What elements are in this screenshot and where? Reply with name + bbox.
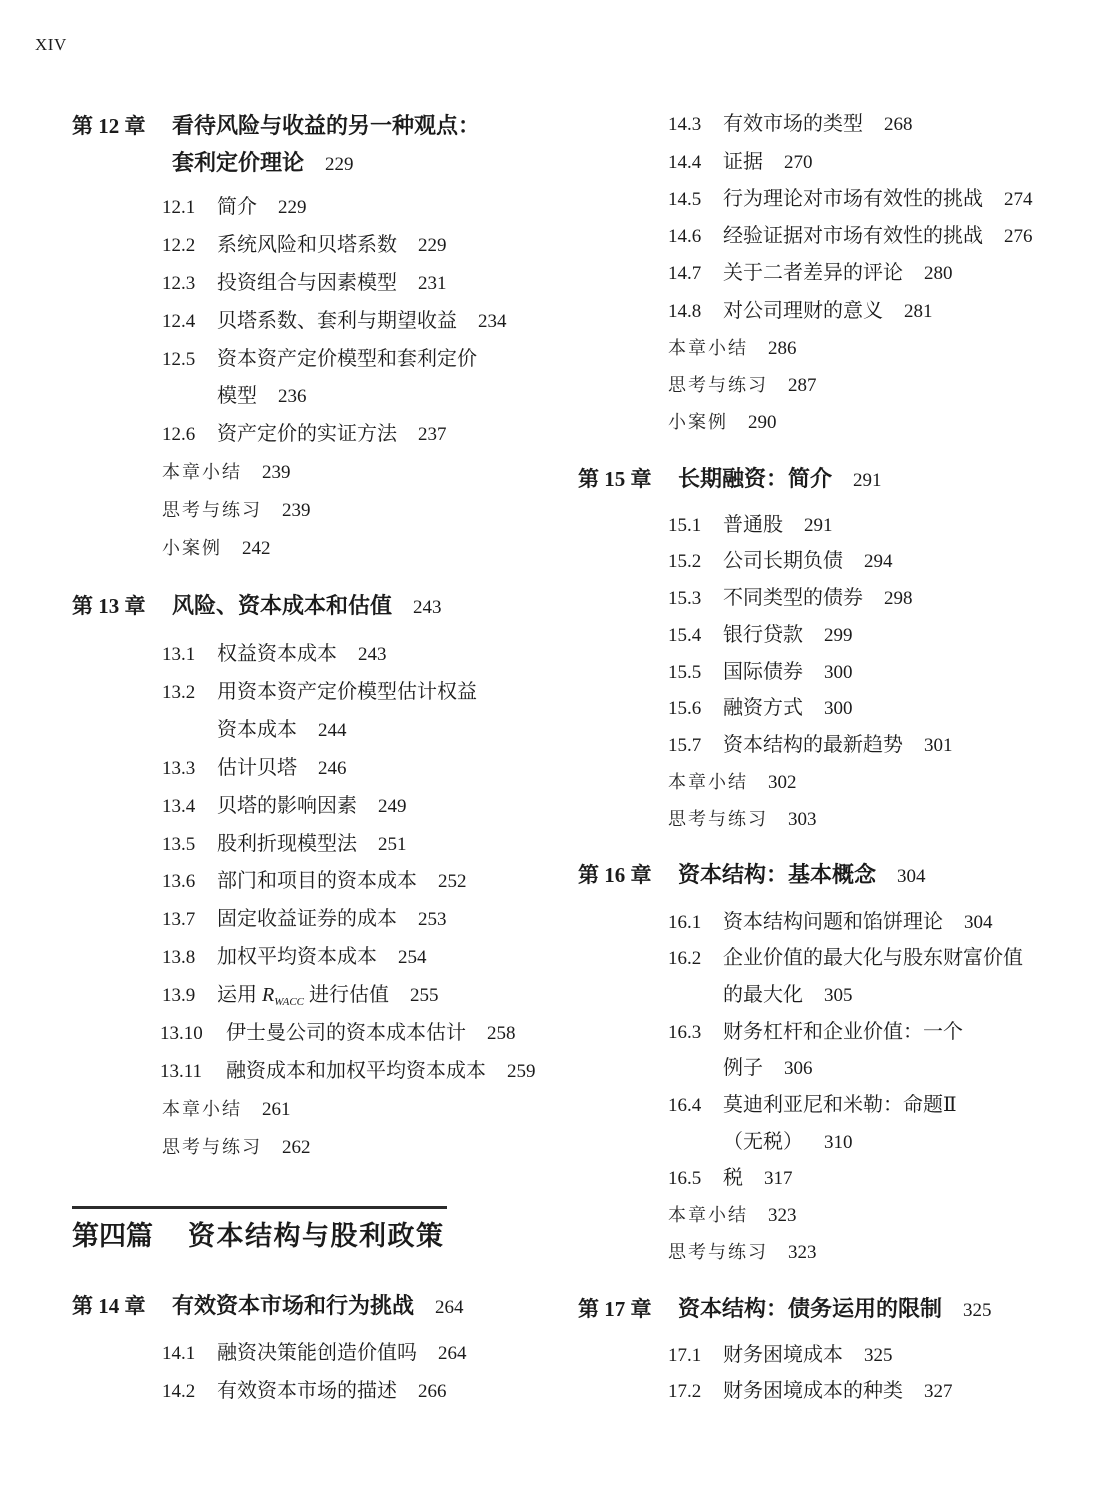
section-number: 16.5 <box>668 1168 702 1190</box>
toc-back-matter-entry <box>668 330 1033 367</box>
section-title: 股利折现模型法 <box>217 832 357 855</box>
section-title: 有效市场的类型 <box>723 113 863 136</box>
toc-section-list <box>162 189 507 568</box>
toc-section-entry <box>668 543 953 580</box>
section-title-continued: 例子 <box>723 1057 763 1080</box>
chapter-page-number: 229 <box>325 153 354 175</box>
page-number: 253 <box>418 909 447 931</box>
page-number: 304 <box>964 911 993 933</box>
section-title-continued: 模型 <box>217 385 257 408</box>
section-title-continued: 资本成本 <box>217 718 297 741</box>
page-number: 244 <box>318 719 347 741</box>
math-variable: R <box>262 984 275 1007</box>
chapter-title-continued: 套利定价理论 <box>172 149 305 175</box>
toc-section-entry <box>668 727 953 764</box>
section-number: 15.4 <box>668 624 702 646</box>
page-number: 310 <box>824 1131 853 1153</box>
toc-section-entry <box>668 1087 1023 1124</box>
chapter-label: 第 17 章 <box>578 1296 652 1321</box>
toc-chapter-heading <box>578 1290 992 1327</box>
section-title: 行为理论对市场有效性的挑战 <box>723 187 983 210</box>
toc-section-entry <box>162 1053 536 1091</box>
toc-section-entry <box>668 1014 1023 1051</box>
section-title: 税 <box>723 1167 743 1190</box>
toc-chapter-heading <box>72 1287 464 1324</box>
section-number: 13.3 <box>162 757 196 779</box>
section-title: 融资决策能创造价值吗 <box>217 1342 417 1364</box>
section-number: 13.4 <box>162 795 196 817</box>
chapter-page-number: 291 <box>853 469 882 491</box>
section-title <box>217 984 390 1009</box>
chapter-heading-line <box>72 587 442 624</box>
page-number: 317 <box>764 1168 793 1190</box>
section-title: 普通股 <box>723 513 783 536</box>
section-number: 12.6 <box>162 424 196 446</box>
page-number: 299 <box>824 624 853 646</box>
toc-section-entry <box>668 106 1033 143</box>
toc-section-entry <box>668 181 1033 218</box>
toc-section-entry <box>162 1015 536 1053</box>
back-matter-label: 思考与练习 <box>668 808 768 829</box>
page-number: 239 <box>262 462 291 484</box>
section-title: 经验证据对市场有效性的挑战 <box>723 225 983 248</box>
toc-back-matter-entry <box>668 1197 1023 1234</box>
toc-section-list <box>162 636 536 1167</box>
toc-section-entry <box>668 690 953 727</box>
section-number: 13.5 <box>162 833 196 855</box>
page-number: 290 <box>748 412 777 434</box>
chapter-label: 第 15 章 <box>578 466 652 491</box>
page-number: 261 <box>262 1098 291 1120</box>
toc-back-matter-entry <box>162 492 507 530</box>
back-matter-label: 小案例 <box>162 538 222 559</box>
toc-section-entry-continued <box>668 1124 1023 1161</box>
toc-section-entry <box>668 218 1033 255</box>
section-number: 13.8 <box>162 947 196 969</box>
section-title: 加权平均资本成本 <box>217 946 377 969</box>
page-number: 291 <box>804 514 833 536</box>
chapter-title: 有效资本市场和行为挑战 <box>172 1292 415 1318</box>
page-number: 300 <box>824 661 853 683</box>
toc-section-entry <box>668 617 953 654</box>
toc-part-heading-block <box>72 1206 447 1253</box>
toc-section-entry <box>162 826 536 864</box>
section-title: 贝塔的影响因素 <box>217 794 357 817</box>
chapter-heading-line <box>578 856 926 893</box>
section-title: 资本资产定价模型和套利定价 <box>217 347 477 370</box>
section-title: 国际债券 <box>723 660 803 683</box>
page-number: 323 <box>788 1241 817 1263</box>
toc-section-entry <box>668 580 953 617</box>
section-number: 14.2 <box>162 1381 196 1402</box>
toc-section-entry <box>668 1337 953 1373</box>
page-number: 234 <box>478 310 507 332</box>
section-number: 17.2 <box>668 1381 702 1402</box>
page-number: 258 <box>487 1023 516 1045</box>
section-number: 13.2 <box>162 681 196 703</box>
toc-section-entry <box>668 904 1023 941</box>
toc-section-entry <box>162 303 507 341</box>
section-title: 银行贷款 <box>723 623 803 646</box>
back-matter-label: 思考与练习 <box>162 1136 262 1157</box>
section-number: 14.7 <box>668 263 702 285</box>
toc-section-entry <box>162 863 536 901</box>
chapter-page-number: 325 <box>963 1299 992 1321</box>
section-number: 14.6 <box>668 226 702 248</box>
section-number: 15.2 <box>668 551 702 573</box>
page-number: 242 <box>242 538 271 560</box>
section-title: 资产定价的实证方法 <box>217 423 397 446</box>
back-matter-label: 本章小结 <box>162 1098 242 1119</box>
toc-section-entry <box>668 507 953 544</box>
section-number: 13.6 <box>162 871 196 893</box>
toc-section-entry <box>668 293 1033 330</box>
chapter-heading-continued <box>72 144 480 181</box>
section-number: 16.2 <box>668 948 702 970</box>
chapter-label: 第 14 章 <box>72 1293 146 1318</box>
page-number: 249 <box>378 795 407 817</box>
toc-back-matter-entry <box>668 764 953 801</box>
chapter-title: 资本结构：债务运用的限制 <box>678 1295 943 1321</box>
toc-section-entry <box>162 341 507 379</box>
section-title: 莫迪利亚尼和米勒：命题Ⅱ <box>723 1093 957 1116</box>
section-number: 13.9 <box>162 985 196 1007</box>
page-number: 276 <box>1004 226 1033 248</box>
toc-section-entry-continued <box>162 378 507 416</box>
section-number: 13.11 <box>160 1060 203 1082</box>
page-number: 298 <box>884 588 913 610</box>
section-number: 12.3 <box>162 272 196 294</box>
section-number: 15.7 <box>668 735 702 757</box>
toc-section-entry <box>668 654 953 691</box>
back-matter-label: 本章小结 <box>668 337 748 358</box>
section-number: 14.3 <box>668 114 702 136</box>
section-title: 用资本资产定价模型估计权益 <box>217 680 477 703</box>
page-number: 302 <box>768 771 797 793</box>
chapter-title: 风险、资本成本和估值 <box>172 592 393 618</box>
chapter-page-number: 264 <box>435 1296 464 1318</box>
section-title: 简介 <box>217 196 257 218</box>
page-number: 306 <box>784 1058 813 1080</box>
page-number: 252 <box>438 871 467 893</box>
section-number: 12.1 <box>162 197 196 218</box>
chapter-label: 第 13 章 <box>72 593 146 618</box>
toc-section-entry <box>162 901 536 939</box>
page-number: 262 <box>282 1136 311 1158</box>
toc-section-entry <box>162 674 536 712</box>
toc-section-entry <box>668 255 1033 292</box>
section-number: 14.1 <box>162 1343 196 1364</box>
toc-back-matter-entry <box>668 367 1033 404</box>
page-number: 268 <box>884 114 913 136</box>
page-number: 294 <box>864 551 893 573</box>
section-title-continued: （无税） <box>723 1130 803 1153</box>
section-number: 13.10 <box>160 1023 203 1045</box>
section-number: 14.4 <box>668 151 702 173</box>
page-number: 229 <box>418 234 447 256</box>
part-divider-rule <box>72 1206 447 1209</box>
page-number: 281 <box>904 300 933 322</box>
section-number: 15.3 <box>668 588 702 610</box>
page-number: 231 <box>418 272 447 294</box>
toc-section-entry-continued <box>668 1050 1023 1087</box>
chapter-page-number: 243 <box>413 596 442 618</box>
page-number: 270 <box>784 151 813 173</box>
section-title: 资本结构的最新趋势 <box>723 734 903 757</box>
toc-back-matter-entry <box>162 1091 536 1129</box>
toc-section-list <box>668 106 1033 441</box>
toc-back-matter-entry <box>162 530 507 568</box>
toc-section-entry <box>162 939 536 977</box>
section-number: 13.7 <box>162 909 196 931</box>
section-title: 估计贝塔 <box>217 756 297 779</box>
toc-section-entry <box>162 1334 467 1372</box>
toc-section-entry <box>162 977 536 1015</box>
section-title: 部门和项目的资本成本 <box>217 870 417 893</box>
section-number: 16.4 <box>668 1094 702 1116</box>
section-number: 15.1 <box>668 514 702 536</box>
section-number: 12.4 <box>162 310 196 332</box>
toc-section-entry <box>162 189 507 227</box>
chapter-label: 第 12 章 <box>72 113 146 138</box>
section-title: 伊士曼公司的资本成本估计 <box>226 1022 466 1045</box>
section-number: 16.1 <box>668 911 702 933</box>
section-number: 15.6 <box>668 698 702 720</box>
section-title: 投资组合与因素模型 <box>217 271 397 294</box>
toc-section-list <box>668 1337 953 1409</box>
chapter-label: 第 16 章 <box>578 862 652 887</box>
section-title: 对公司理财的意义 <box>723 299 883 322</box>
back-matter-label: 本章小结 <box>668 1204 748 1225</box>
section-title: 资本结构问题和馅饼理论 <box>723 910 943 933</box>
section-number: 13.1 <box>162 644 196 665</box>
toc-section-entry-continued <box>668 977 1023 1014</box>
section-title: 财务困境成本 <box>723 1344 843 1366</box>
page-number: 325 <box>864 1345 893 1366</box>
toc-chapter-heading <box>578 856 926 893</box>
section-title: 关于二者差异的评论 <box>723 262 903 285</box>
chapter-heading-line <box>72 107 480 144</box>
section-title: 贝塔系数、套利与期望收益 <box>217 309 457 332</box>
math-subscript: WACC <box>274 996 305 1009</box>
page-number: 246 <box>318 757 347 779</box>
toc-back-matter-entry <box>162 1129 536 1167</box>
section-number: 15.5 <box>668 661 702 683</box>
toc-chapter-heading <box>578 460 882 497</box>
section-title-continued: 的最大化 <box>723 984 803 1006</box>
page-number: 239 <box>282 500 311 522</box>
section-number: 12.5 <box>162 348 196 370</box>
section-title: 固定收益证券的成本 <box>217 908 397 931</box>
chapter-title: 长期融资：简介 <box>678 465 833 491</box>
page-number: 251 <box>378 833 407 855</box>
section-number: 12.2 <box>162 234 196 256</box>
page-number: 254 <box>398 947 427 969</box>
page-number: 264 <box>438 1343 467 1364</box>
toc-section-entry <box>668 1373 953 1409</box>
page-number: 323 <box>768 1204 797 1226</box>
toc-section-list <box>668 904 1023 1271</box>
toc-chapter-heading <box>72 107 480 181</box>
back-matter-label: 本章小结 <box>162 462 242 483</box>
toc-back-matter-entry <box>668 801 953 838</box>
toc-chapter-heading <box>72 587 442 624</box>
page-number: 274 <box>1004 188 1033 210</box>
toc-back-matter-entry <box>668 1234 1023 1271</box>
section-title: 不同类型的债券 <box>723 587 863 610</box>
page-number: 280 <box>924 263 953 285</box>
toc-section-entry <box>162 1372 467 1410</box>
back-matter-label: 思考与练习 <box>668 375 768 396</box>
section-number: 14.8 <box>668 300 702 322</box>
toc-section-entry <box>162 750 536 788</box>
toc-back-matter-entry <box>668 404 1033 441</box>
toc-section-entry <box>668 1160 1023 1197</box>
toc-section-entry <box>668 144 1033 181</box>
section-title: 融资成本和加权平均资本成本 <box>226 1059 486 1082</box>
page-number: 255 <box>410 985 439 1007</box>
page-number: 301 <box>924 735 953 757</box>
section-title: 权益资本成本 <box>217 643 337 665</box>
page-number: 286 <box>768 337 797 359</box>
toc-section-entry <box>668 940 1023 977</box>
back-matter-label: 思考与练习 <box>162 500 262 521</box>
part-label: 第四篇 <box>72 1221 153 1251</box>
back-matter-label: 本章小结 <box>668 771 748 792</box>
section-number: 14.5 <box>668 188 702 210</box>
back-matter-label: 思考与练习 <box>668 1241 768 1262</box>
chapter-heading-line <box>578 1290 992 1327</box>
page-number: 305 <box>824 985 853 1006</box>
toc-back-matter-entry <box>162 454 507 492</box>
part-heading <box>72 1219 447 1253</box>
part-title: 资本结构与股利政策 <box>188 1221 445 1251</box>
toc-section-entry <box>162 416 507 454</box>
section-number: 16.3 <box>668 1021 702 1043</box>
section-title-tail: 进行估值 <box>309 984 390 1007</box>
section-title: 系统风险和贝塔系数 <box>217 233 397 256</box>
section-number: 17.1 <box>668 1345 702 1366</box>
chapter-page-number: 304 <box>897 865 926 887</box>
chapter-heading-line <box>72 1287 464 1324</box>
page-number: 266 <box>418 1381 447 1402</box>
page-number: 300 <box>824 698 853 720</box>
toc-section-entry-continued <box>162 712 536 750</box>
toc-section-entry <box>162 265 507 303</box>
chapter-title: 资本结构：基本概念 <box>678 861 877 887</box>
page-number: 259 <box>507 1060 536 1082</box>
section-title-lead: 运用 <box>217 984 257 1007</box>
page-number: 287 <box>788 375 817 397</box>
back-matter-label: 小案例 <box>668 412 728 433</box>
section-title: 公司长期负债 <box>723 550 843 573</box>
page-number: 236 <box>278 386 307 408</box>
section-title: 融资方式 <box>723 697 803 720</box>
page-number: 303 <box>788 808 817 830</box>
section-title: 有效资本市场的描述 <box>217 1380 397 1402</box>
toc-section-list <box>162 1334 467 1410</box>
toc-section-entry <box>162 788 536 826</box>
chapter-heading-line <box>578 460 882 497</box>
section-title: 财务困境成本的种类 <box>723 1380 903 1402</box>
page-number: 237 <box>418 424 447 446</box>
chapter-title: 看待风险与收益的另一种观点： <box>172 112 481 138</box>
toc-section-entry <box>162 636 536 674</box>
roman-page-number: XIV <box>35 35 67 54</box>
section-title: 证据 <box>723 150 763 173</box>
page-number: 229 <box>278 197 307 218</box>
toc-section-list <box>668 507 953 838</box>
section-title: 财务杠杆和企业价值：一个 <box>723 1020 963 1043</box>
toc-section-entry <box>162 227 507 265</box>
section-title: 企业价值的最大化与股东财富价值 <box>723 947 1023 970</box>
page-number: 243 <box>358 644 387 665</box>
page-number: 327 <box>924 1381 953 1402</box>
